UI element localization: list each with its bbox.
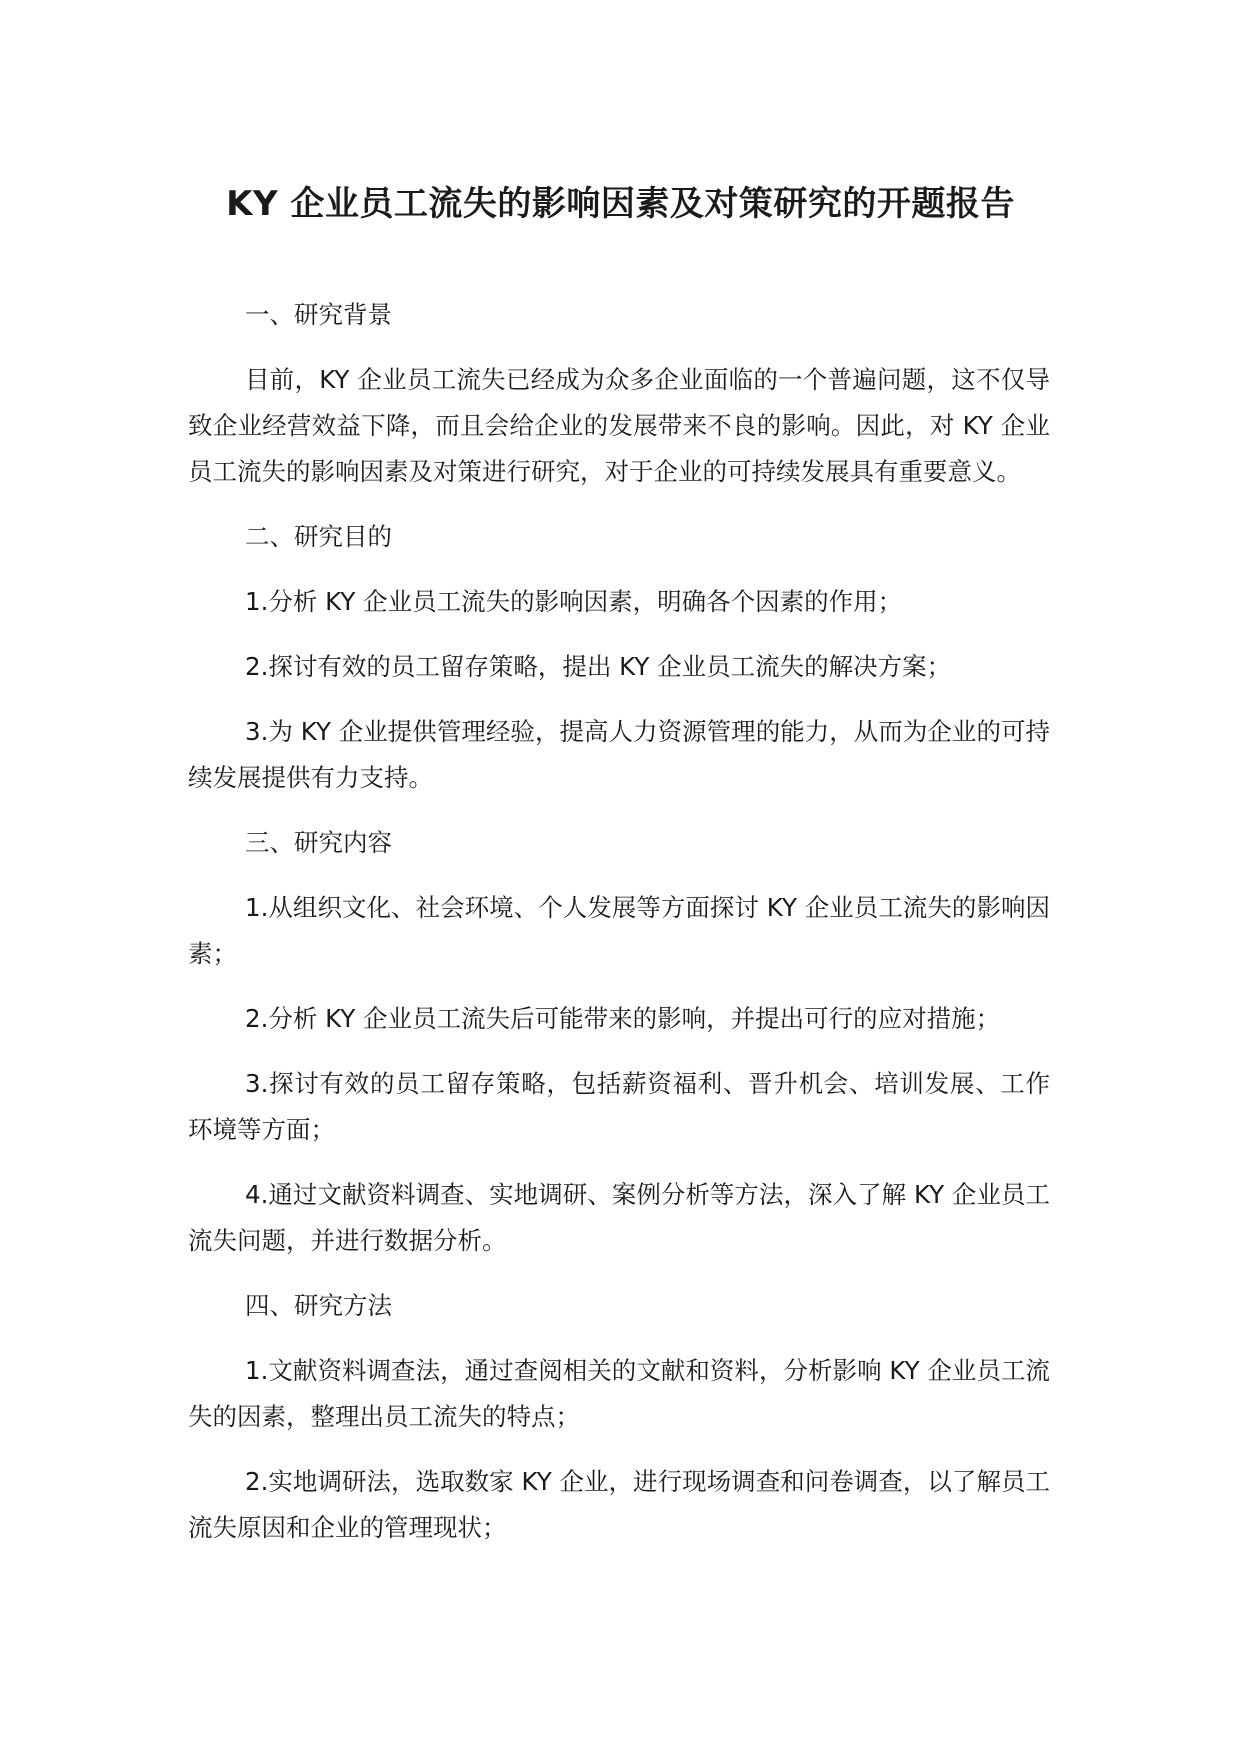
section-heading-methods: 四、研究方法	[245, 1291, 392, 1320]
list-item: 3.探讨有效的员工留存策略，包括薪资福利、晋升机会、培训发展、工作环境等方面；	[188, 1069, 1050, 1144]
paragraph: 目前，KY 企业员工流失已经成为众多企业面临的一个普遍问题，这不仅导致企业经营效益下降，而且会给企业的发展带来不良的影响。因此，对 KY 企业员工流失的影响因素及对策进行研究，对于企业的可持续发展具有重要意义。	[188, 365, 1050, 486]
list-item: 2.实地调研法，选取数家 KY 企业，进行现场调查和问卷调查，以了解员工流失原因和企业的管理现状；	[188, 1467, 1050, 1542]
list-item: 2.分析 KY 企业员工流失后可能带来的影响，并提出可行的应对措施；	[245, 1004, 1001, 1033]
section-heading-content: 三、研究内容	[245, 828, 392, 857]
list-item: 4.通过文献资料调查、实地调研、案例分析等方法，深入了解 KY 企业员工流失问题，并进行数据分析。	[188, 1180, 1050, 1255]
list-item: 1.分析 KY 企业员工流失的影响因素，明确各个因素的作用；	[245, 587, 903, 616]
list-item: 2.探讨有效的员工留存策略，提出 KY 企业员工流失的解决方案；	[245, 652, 952, 681]
document-title: KY 企业员工流失的影响因素及对策研究的开题报告	[226, 184, 1015, 224]
section-heading-background: 一、研究背景	[245, 300, 392, 329]
list-item: 1.文献资料调查法，通过查阅相关的文献和资料，分析影响 KY 企业员工流失的因素，整理出员工流失的特点；	[188, 1356, 1050, 1431]
section-heading-purpose: 二、研究目的	[245, 522, 392, 551]
list-item: 1.从组织文化、社会环境、个人发展等方面探讨 KY 企业员工流失的影响因素；	[188, 893, 1050, 968]
document-body	[188, 292, 1050, 1570]
list-item: 3.为 KY 企业提供管理经验，提高人力资源管理的能力，从而为企业的可持续发展提供有力支持。	[188, 717, 1050, 792]
